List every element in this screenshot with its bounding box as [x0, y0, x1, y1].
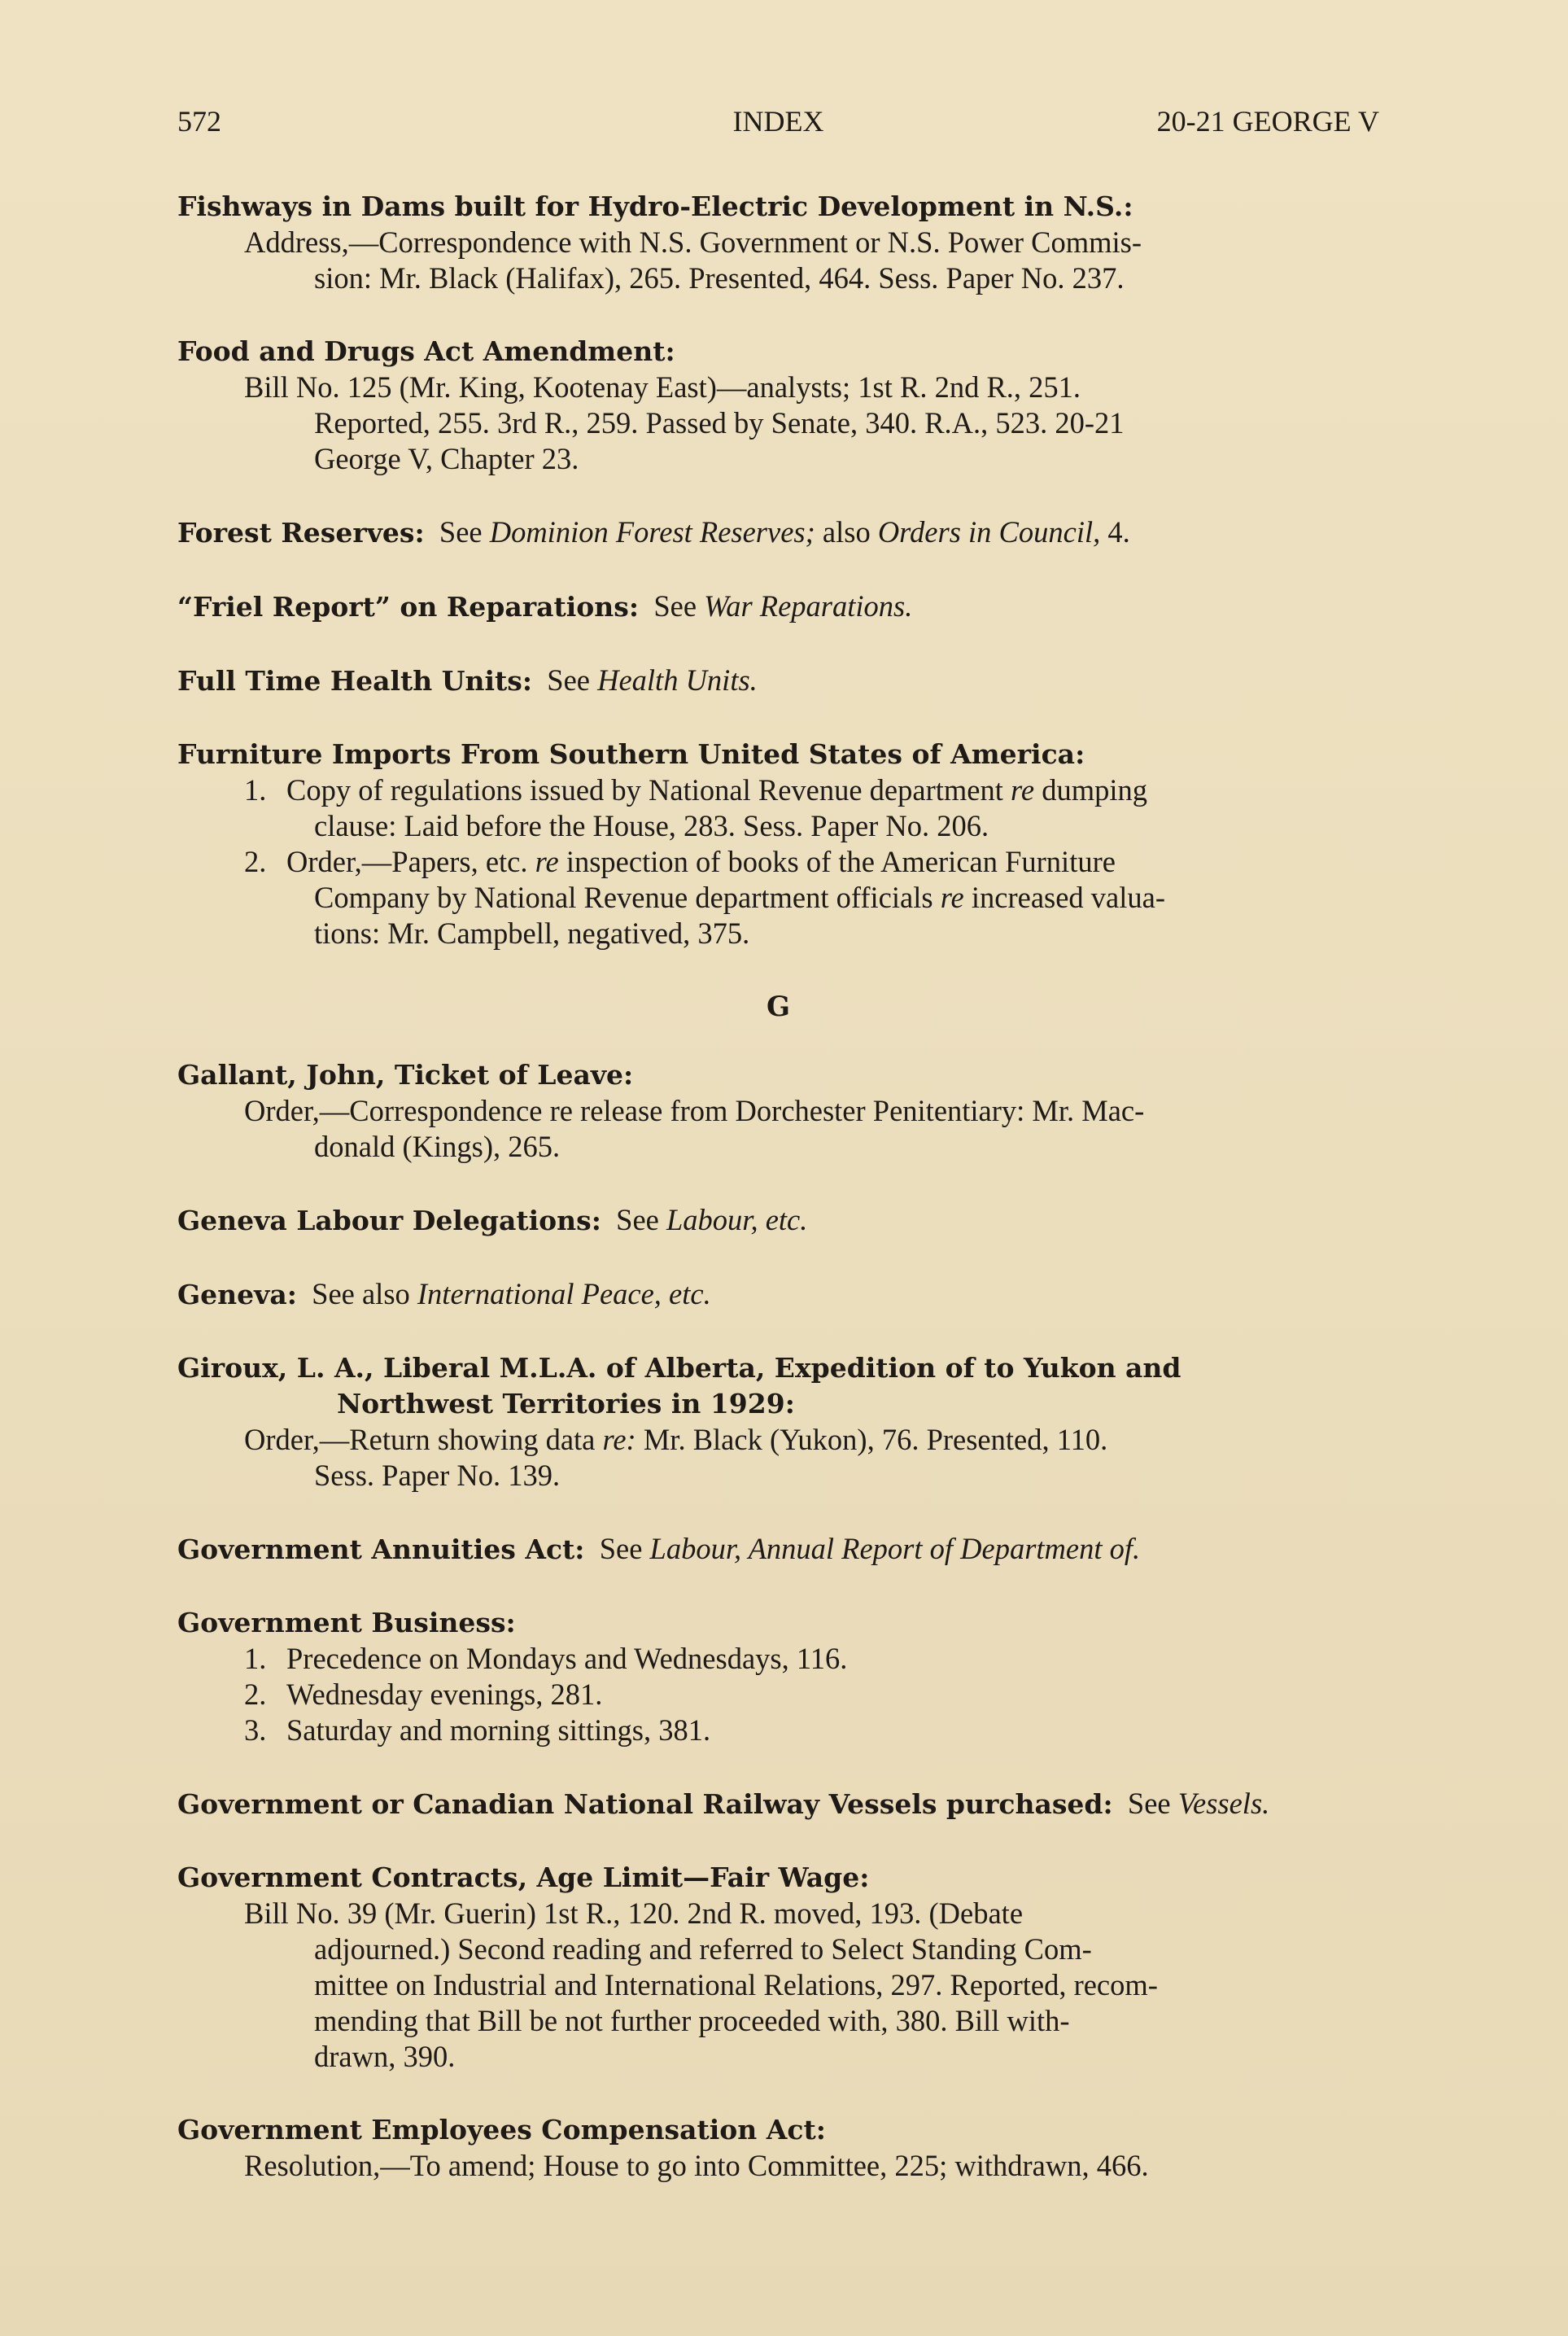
entry-text: Precedence on Mondays and Wednesdays, 116.: [286, 1642, 848, 1675]
entry-text: sion: Mr. Black (Halifax), 265. Presented, 464. Sess. Paper No. 237.: [314, 261, 1125, 295]
entry-text: donald (Kings), 265.: [314, 1130, 561, 1163]
entry-text: Address,—Correspondence with N.S. Government or N.S. Power Commis-: [244, 225, 1142, 259]
entry-geneva: [177, 1276, 1379, 1313]
re-marker: re: [1011, 773, 1035, 807]
item-number: 2.: [244, 1678, 267, 1711]
entry-fishways: [177, 189, 1379, 296]
item-number: 1.: [244, 1642, 267, 1675]
entry-heading: Government Annuities Act:: [177, 1533, 585, 1565]
entry-heading: [177, 1350, 1379, 1422]
cross-reference: International Peace, etc.: [417, 1277, 711, 1310]
re-marker: re: [940, 881, 964, 914]
cross-reference: Orders in Council,: [877, 515, 1101, 549]
entry-text: Order,—Correspondence re release from Dorchester Penitentiary: Mr. Mac-: [244, 1094, 1145, 1127]
entry-geneva-labour: [177, 1202, 1379, 1239]
page-number: 572: [177, 105, 221, 138]
entry-heading: Forest Reserves:: [177, 517, 425, 549]
entry-heading: Government Employees Compensation Act:: [177, 2114, 826, 2146]
list-item: [244, 1641, 1379, 1677]
entry-text: George V, Chapter 23.: [314, 442, 579, 475]
re-marker: re:: [602, 1423, 636, 1456]
entry-text: Resolution,—To amend; House to go into Committee, 225; withdrawn, 466.: [244, 2149, 1149, 2182]
entry-heading: Government or Canadian National Railway Vessels purchased:: [177, 1788, 1113, 1820]
cross-reference: Health Units.: [597, 663, 758, 697]
entry-heading: Geneva Labour Delegations:: [177, 1205, 601, 1236]
entry-health-units: [177, 663, 1379, 699]
entry-forest-reserves: [177, 514, 1379, 551]
entry-text: mittee on Industrial and International Relations, 297. Reported, recom-: [314, 1968, 1158, 2001]
list-item: [244, 1713, 1379, 1748]
entry-heading: Full Time Health Units:: [177, 665, 533, 697]
entry-heading: Food and Drugs Act Amendment:: [177, 335, 675, 367]
heading-line: Northwest Territories in 1929:: [337, 1388, 795, 1420]
entry-food-drugs: [177, 334, 1379, 477]
entry-gallant: [177, 1057, 1379, 1165]
entry-text: tions: Mr. Campbell, negatived, 375.: [314, 916, 750, 950]
entry-text: mending that Bill be not further proceeded with, 380. Bill with-: [314, 2004, 1070, 2037]
reference-number: 4.: [1107, 515, 1130, 549]
entry-text: Saturday and morning sittings, 381.: [286, 1713, 711, 1747]
cross-reference: Dominion Forest Reserves;: [489, 515, 815, 549]
entry-text: Bill No. 125 (Mr. King, Kootenay East)—analysts; 1st R. 2nd R., 251.: [244, 370, 1081, 404]
entry-government-contracts: [177, 1860, 1379, 2075]
index-content: [177, 189, 1379, 2221]
entry-text: drawn, 390.: [314, 2040, 456, 2073]
entry-heading: Government Business:: [177, 1607, 516, 1638]
list-item: [244, 844, 1379, 951]
see-label: See: [599, 1532, 643, 1565]
entry-text: inspection of books of the American Furniture: [566, 845, 1116, 878]
entry-heading: Furniture Imports From Southern United States of America:: [177, 738, 1085, 770]
see-also-label: also: [822, 515, 871, 549]
entry-text: Copy of regulations issued by National Revenue department: [286, 773, 1003, 807]
see-label: See also: [312, 1277, 410, 1310]
entry-text: Wednesday evenings, 281.: [286, 1678, 603, 1711]
entry-friel-report: [177, 588, 1379, 625]
entry-text: Reported, 255. 3rd R., 259. Passed by Senate, 340. R.A., 523. 20-21: [314, 406, 1125, 440]
item-number: 2.: [244, 845, 267, 878]
entry-giroux: [177, 1350, 1379, 1494]
item-number: 3.: [244, 1713, 267, 1747]
entry-heading: Gallant, John, Ticket of Leave:: [177, 1059, 634, 1091]
item-number: 1.: [244, 773, 267, 807]
re-marker: re: [535, 845, 559, 878]
entry-text: Company by National Revenue department officials: [314, 881, 933, 914]
entry-heading: “Friel Report” on Reparations:: [177, 591, 640, 623]
entry-employees-compensation: [177, 2112, 1379, 2184]
entry-text: adjourned.) Second reading and referred to Select Standing Com-: [314, 1932, 1092, 1966]
entry-government-business: [177, 1605, 1379, 1748]
see-label: See: [1127, 1787, 1171, 1820]
entry-text: Mr. Black (Yukon), 76. Presented, 110.: [643, 1423, 1108, 1456]
see-label: See: [616, 1203, 659, 1236]
see-label: See: [547, 663, 590, 697]
entry-text: dumping: [1042, 773, 1147, 807]
heading-line: Giroux, L. A., Liberal M.L.A. of Alberta, Expedition of to Yukon and: [177, 1352, 1181, 1384]
entry-text: Order,—Return showing data: [244, 1423, 596, 1456]
cross-reference: Vessels.: [1177, 1787, 1270, 1820]
entry-text: Order,—Papers, etc.: [286, 845, 528, 878]
cross-reference: Labour, etc.: [666, 1203, 808, 1236]
entry-heading: Geneva:: [177, 1279, 297, 1310]
section-letter: G: [766, 991, 791, 1023]
regnal-year: 20-21 GEORGE V: [1156, 105, 1379, 138]
entry-annuities-act: [177, 1531, 1379, 1568]
entry-heading: Fishways in Dams built for Hydro-Electric Development in N.S.:: [177, 190, 1133, 222]
entry-text: Bill No. 39 (Mr. Guerin) 1st R., 120. 2nd R. moved, 193. (Debate: [244, 1896, 1024, 1930]
entry-text: Sess. Paper No. 139.: [314, 1459, 561, 1492]
cross-reference: Labour, Annual Report of Department of.: [649, 1532, 1141, 1565]
see-label: See: [653, 589, 697, 623]
entry-heading: Government Contracts, Age Limit—Fair Wage:: [177, 1861, 870, 1893]
page-header: [177, 104, 1379, 153]
entry-text: clause: Laid before the House, 283. Sess. Paper No. 206.: [314, 809, 989, 842]
running-title: INDEX: [732, 105, 824, 138]
list-item: [244, 1677, 1379, 1713]
entry-text: increased valua-: [971, 881, 1165, 914]
list-item: [244, 772, 1379, 844]
entry-furniture-imports: [177, 737, 1379, 951]
see-label: See: [439, 515, 483, 549]
entry-railway-vessels: [177, 1786, 1379, 1822]
cross-reference: War Reparations.: [704, 589, 913, 623]
